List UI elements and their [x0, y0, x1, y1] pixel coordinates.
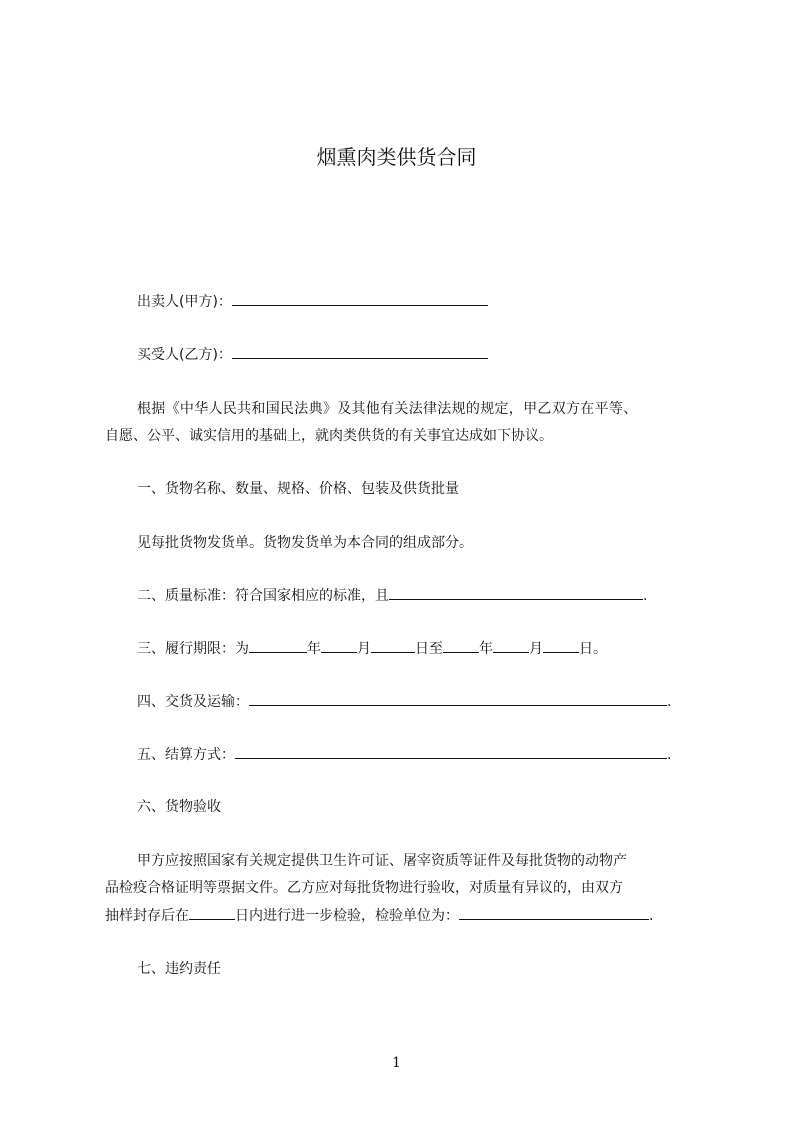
month-label: 月	[357, 641, 371, 657]
inspection-unit-blank[interactable]	[459, 905, 649, 920]
month-label: 月	[529, 641, 543, 657]
start-month-blank[interactable]	[321, 638, 357, 653]
buyer-line	[137, 344, 488, 365]
buyer-label: 买受人(乙方)：	[137, 347, 232, 363]
section-1-heading: 一、货物名称、数量、规格、价格、包装及供货批量	[137, 481, 459, 497]
intro-line-2: 自愿、公平、诚实信用的基础上，就肉类供货的有关事宜达成如下协议。	[105, 428, 553, 444]
section-2-line	[137, 585, 647, 606]
intro-line-1: 根据《中华人民共和国民法典》及其他有关法律法规的规定，甲乙双方在平等、	[137, 401, 638, 417]
section-5-label: 五、结算方式：	[137, 747, 235, 763]
year-label: 年	[479, 641, 493, 657]
period-mark: .	[643, 588, 648, 604]
section-1-body: 见每批货物发货单。货物发货单为本合同的组成部分。	[137, 535, 473, 551]
buyer-blank[interactable]	[232, 344, 488, 359]
seller-line	[137, 291, 488, 312]
section-6-text-b: 日内进行进一步检验，检验单位为：	[235, 908, 459, 924]
section-2-label: 二、质量标准：符合国家相应的标准，且	[137, 588, 389, 604]
settlement-blank[interactable]	[235, 744, 667, 759]
section-6-heading: 六、货物验收	[137, 799, 221, 815]
section-3-line	[137, 638, 607, 659]
end-month-blank[interactable]	[493, 638, 529, 653]
page-title: 烟熏肉类供货合同	[316, 145, 477, 169]
section-6-line-2: 品检疫合格证明等票据文件。乙方应对每批货物进行验收，对质量有异议的，由双方	[105, 880, 623, 896]
seller-label: 出卖人(甲方)：	[137, 294, 232, 310]
section-6-text-a: 抽样封存后在	[105, 908, 189, 924]
inspection-days-blank[interactable]	[189, 905, 235, 920]
end-year-blank[interactable]	[443, 638, 479, 653]
end-day-blank[interactable]	[543, 638, 579, 653]
period-mark: .	[667, 747, 672, 763]
page-number: 1	[392, 1055, 401, 1071]
day-to-label: 日至	[415, 641, 443, 657]
section-5-line	[137, 744, 671, 765]
period-mark: .	[667, 694, 672, 710]
section-4-line	[137, 691, 671, 712]
day-end-label: 日。	[579, 641, 607, 657]
year-label: 年	[307, 641, 321, 657]
delivery-blank[interactable]	[249, 691, 667, 706]
section-3-label: 三、履行期限：为	[137, 641, 249, 657]
quality-blank[interactable]	[389, 585, 643, 600]
start-day-blank[interactable]	[371, 638, 415, 653]
section-4-label: 四、交货及运输：	[137, 694, 249, 710]
section-6-line-1: 甲方应按照国家有关规定提供卫生许可证、屠宰资质等证件及每批货物的动物产	[137, 853, 627, 869]
start-year-blank[interactable]	[249, 638, 307, 653]
section-7-heading: 七、违约责任	[137, 961, 221, 977]
period-mark: .	[649, 908, 654, 924]
seller-blank[interactable]	[232, 291, 488, 306]
section-6-line-3	[105, 905, 653, 926]
